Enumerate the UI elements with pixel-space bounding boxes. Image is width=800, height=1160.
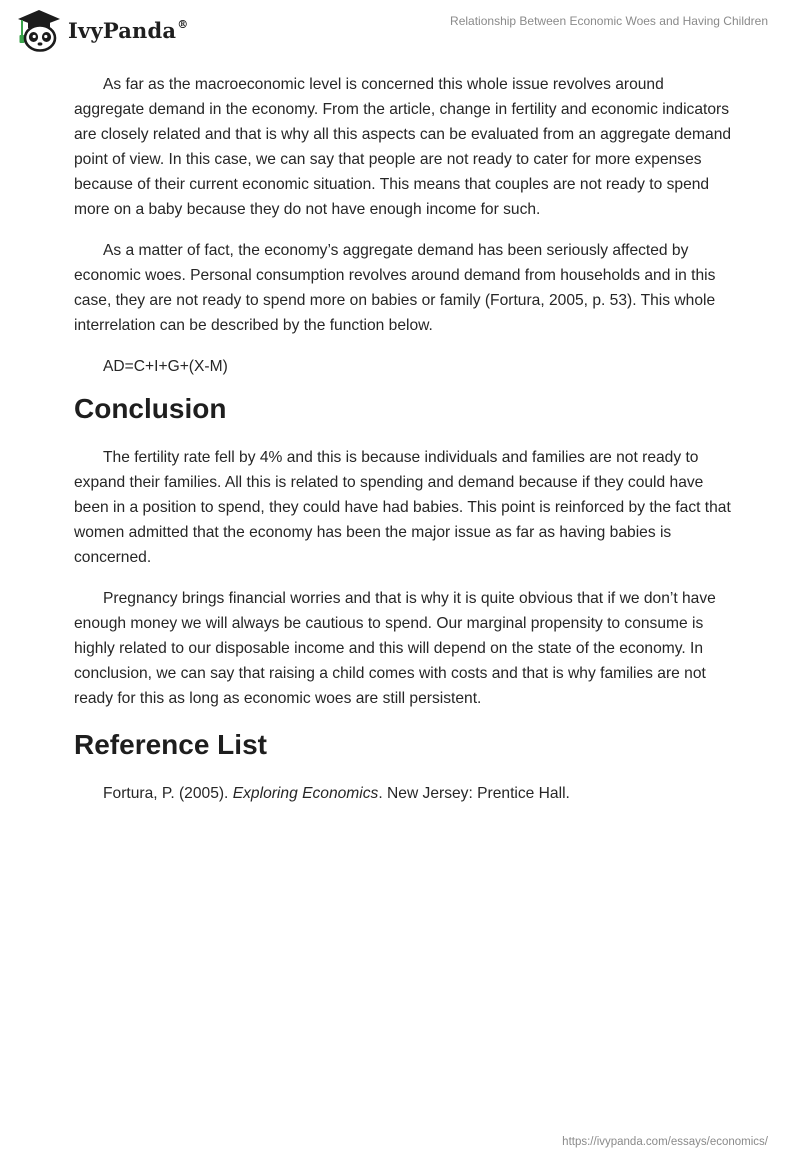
document-title: Relationship Between Economic Woes and Having Children — [450, 14, 768, 28]
aggregate-demand-formula: AD=C+I+G+(X-M) — [103, 358, 228, 375]
conclusion-paragraph-2: Pregnancy brings financial worries and that is why it is quite obvious that if we don’t have enough money we will always be cautious to spend. Our marginal propensity to consume is highly related to our disposable income and this will depend on the state of the economy. In conclusion, we can say that raising a child comes with costs and that is why families are not ready for this as long as economic woes are still persistent. — [74, 590, 716, 707]
conclusion-heading: Conclusion — [74, 393, 227, 424]
reference-author-year: Fortura, P. (2005). — [103, 785, 233, 802]
body-paragraph-1: As far as the macroeconomic level is concerned this whole issue revolves around aggregate demand in the economy. From the article, change in fertility and economic indicators are closely related and that is why all this aspects can be evaluated from an aggregate demand point of view. In this case, we can say that people are not ready to cater for more expenses because of their current economic situation. This means that couples are not ready to spend more on a baby because they do not have enough income for such. — [74, 76, 732, 218]
essay-content — [74, 72, 734, 806]
footer-url[interactable]: https://ivypanda.com/essays/economics/ — [562, 1136, 768, 1148]
body-paragraph-2: As a matter of fact, the economy’s aggregate demand has been seriously affected by economic woes. Personal consumption revolves around demand from households and in this case, they are not ready to spend more on babies or family (Fortura, 2005, p. 53). This whole interrelation can be described by the function below. — [74, 242, 716, 334]
brand-name: IvyPanda® — [68, 17, 189, 43]
references-heading: Reference List — [74, 729, 267, 760]
reference-entry — [74, 781, 734, 806]
panda-graduate-icon — [16, 8, 62, 52]
page-header — [0, 0, 800, 62]
reference-title: Exploring Economics — [232, 785, 379, 802]
reference-publisher: . New Jersey: Prentice Hall. — [378, 785, 570, 802]
conclusion-paragraph-1: The fertility rate fell by 4% and this is because individuals and families are not ready to expand their families. All this is related to spending and demand because if they could have been in a position to spend, they could have had babies. This point is reinforced by the fact that women admitted that the economy has been the major issue as far as having babies is concerned. — [74, 449, 731, 566]
ivypanda-logo[interactable] — [16, 8, 188, 52]
